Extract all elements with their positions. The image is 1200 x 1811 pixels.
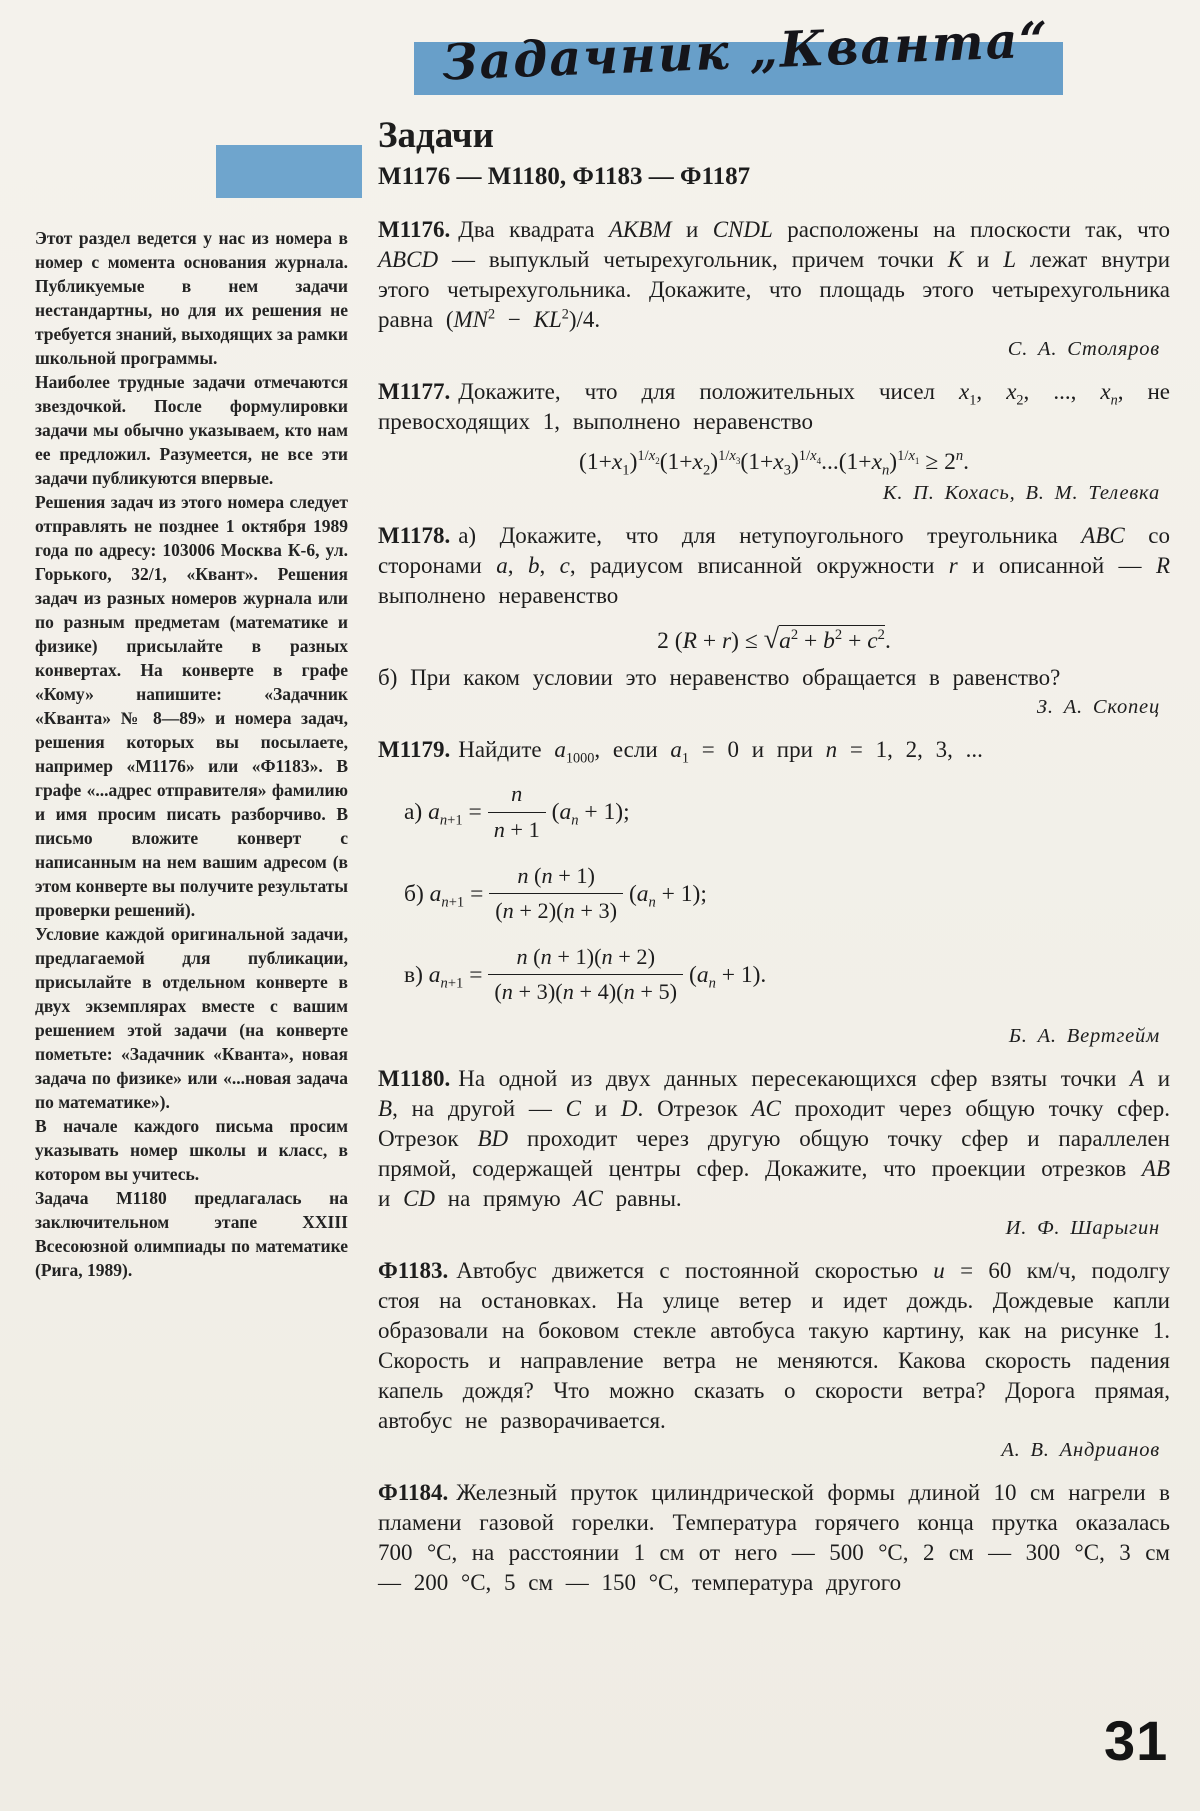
- problem-paragraph: Ф1183. Автобус движется с постоянной скоростью u = 60 км/ч, подолгу стоя на остановках. На улице ветер и идет дождь. Дождевые капли образовали на боковом стекле автобуса такую картину, как на рисунке 1. Скорость и направление ветра не меняются. Какова скорость падения капель дождя? Что можно сказать о скорости ветра? Дорога прямая, автобус не разворачивается.: [378, 1258, 1170, 1434]
- problem-label: М1178.: [378, 523, 451, 549]
- section-heading: Задачи: [378, 115, 494, 156]
- problem-paragraph: М1179. Найдите $a_{1000}$, если $a_1 = 0$ и при n = 1, 2, 3, ...: [378, 737, 983, 768]
- editorial-column: [35, 226, 348, 1282]
- problem-label: М1176.: [378, 216, 451, 242]
- fraction: $\frac{n}{n + 1}$: [488, 779, 546, 844]
- square-root: $√a^2 + b^2 + c^2$: [763, 624, 885, 656]
- problem-formula: б) $a_{n+1}$ = $\frac{n (n + 1)}{(n + 2)(n + 3)}$ $(a_n + 1)$;: [404, 863, 1170, 928]
- problem-label: Ф1184.: [378, 1480, 449, 1506]
- problem-label: М1177.: [378, 378, 451, 404]
- problem-paragraph: М1176. Два квадрата AKBM и CNDL расположены на плоскости так, что ABCD — выпуклый четырехугольник, причем точки K и L лежат внутри этого четырехугольника. Докажите, что площадь этого четырехугольника равна $(MN^2 - KL^2)/4$.: [378, 216, 1171, 332]
- editorial-paragraph: Решения задач из этого номера следует отправлять не позднее 1 октября 1989 года по адресу: 103006 Москва К-6, ул. Горького, 32/1, «Квант». Решения задач из разных номеров журнала или по разным предметам (математике и физике) присылайте в разных конвертах. На конверте в графе «Кому» напишите: «Задачник «Кванта» № 8—89» и номера задач, решения которых вы посылаете, например «М1176» или «Ф1183». В графе «...адрес отправителя» фамилию и имя просим писать разборчиво. В письмо вложите конверт с написанным на нем вашим адресом (в этом конверте вы получите результаты проверки решений).: [35, 492, 348, 920]
- page-number: 31: [1104, 1709, 1169, 1772]
- problem-paragraph: М1177. Докажите, что для положительных чисел $x_1$, $x_2$, ..., $x_n$, не превосходящих 1, выполнено неравенство: [378, 378, 1171, 434]
- problem-item: [378, 377, 1170, 506]
- editorial-paragraph: Условие каждой оригинальной задачи, предлагаемой для публикации, присылайте в отдельном конверте в двух экземплярах вместе с вашим решением этой задачи (на конверте пометьте: «Задачник «Кванта», новая задача по физике» или «...новая задача по математике»).: [35, 924, 348, 1112]
- problem-paragraph: Ф1184. Железный пруток цилиндрической формы длиной 10 см нагрели в пламени газовой горелки. Температура горячего конца прутка оказалась 700 °C, на расстоянии 1 см от него — 500 °C, 2 см — 300 °C, 3 см — 200 °C, 5 см — 150 °C, температура другого: [378, 1480, 1170, 1596]
- problem-formula: а) $a_{n+1}$ = $\frac{n}{n + 1}$ $(a_n + 1)$;: [404, 781, 1170, 846]
- problem-paragraph: М1178. а) Докажите, что для нетупоугольного треугольника ABC со сторонами a, b, c, радиусом вписанной окружности r и описанной — R выполнено неравенство: [378, 523, 1171, 609]
- problem-label: М1180.: [378, 1066, 451, 1092]
- problem-author: З. А. Скопец: [1036, 696, 1160, 719]
- editorial-paragraph: Этот раздел ведется у нас из номера в номер с момента основания журнала. Публикуемые в нем задачи нестандартны, но для их решения не требуется знаний, выходящих за рамки школьной программы.: [35, 228, 348, 368]
- editorial-paragraph: Задача М1180 предлагалась на заключительном этапе XXIII Всесоюзной олимпиады по математике (Рига, 1989).: [35, 1188, 348, 1280]
- problem-label: М1179.: [378, 737, 451, 763]
- problem-formula: 2 $(R + r) \le √a^2 + b^2 + c^2$.: [657, 624, 891, 656]
- problem-author: И. Ф. Шарыгин: [1005, 1217, 1160, 1240]
- problem-label: Ф1183.: [378, 1258, 449, 1284]
- problems-list: [378, 215, 1170, 1599]
- problem-formula: в) $a_{n+1}$ = $\frac{n (n + 1)(n + 2)}{(n + 3)(n + 4)(n + 5)}$ $(a_n + 1)$.: [404, 944, 1170, 1009]
- problem-author: А. В. Андрианов: [1001, 1439, 1160, 1462]
- problem-item: [378, 735, 1170, 1048]
- problem-paragraph: б) При каком условии это неравенство обращается в равенство?: [378, 665, 1061, 691]
- blue-decorative-block: [216, 145, 362, 198]
- problem-paragraph: М1180. На одной из двух данных пересекающихся сфер взяты точки A и B, на другой — C и D. Отрезок AC проходит через общую точку сфер. Отрезок BD проходит через другую общую точку сфер и параллелен прямой, содержащей центры сфер. Докажите, что проекции отрезков AB и CD на прямую AC равны.: [378, 1066, 1170, 1212]
- problem-formula: $(1+x_1)^{1/x_2}(1+x_2)^{1/x_3}(1+x_3)^{1/x_4}...(1+x_n)^{1/x_1} \ge 2^n$.: [579, 447, 969, 479]
- fraction: $\frac{n (n + 1)(n + 2)}{(n + 3)(n + 4)(n + 5)}$: [488, 942, 683, 1007]
- problem-item: [378, 1256, 1170, 1462]
- problem-author: С. А. Столяров: [1007, 337, 1160, 360]
- problem-author: Б. А. Вертгейм: [1008, 1025, 1160, 1048]
- editorial-paragraph: В начале каждого письма просим указывать номер школы и класс, в котором вы учитесь.: [35, 1116, 348, 1184]
- problem-item: [378, 521, 1170, 719]
- problem-item: [378, 1064, 1170, 1240]
- problem-item: [378, 215, 1170, 361]
- section-banner: [414, 10, 1063, 95]
- problem-item: [378, 1478, 1170, 1598]
- problem-range: М1176 — М1180, Ф1183 — Ф1187: [378, 162, 751, 190]
- problem-author: К. П. Кохась, В. М. Телевка: [882, 482, 1160, 505]
- handwritten-section-title: Задачник „Кванта“: [441, 10, 1051, 92]
- fraction: $\frac{n (n + 1)}{(n + 2)(n + 3)}$: [489, 861, 623, 926]
- editorial-paragraph: Наиболее трудные задачи отмечаются звездочкой. После формулировки задачи мы обычно указываем, кто нам ее предложил. Разумеется, не все эти задачи публикуются впервые.: [35, 372, 348, 488]
- problems-column: [378, 116, 1170, 1604]
